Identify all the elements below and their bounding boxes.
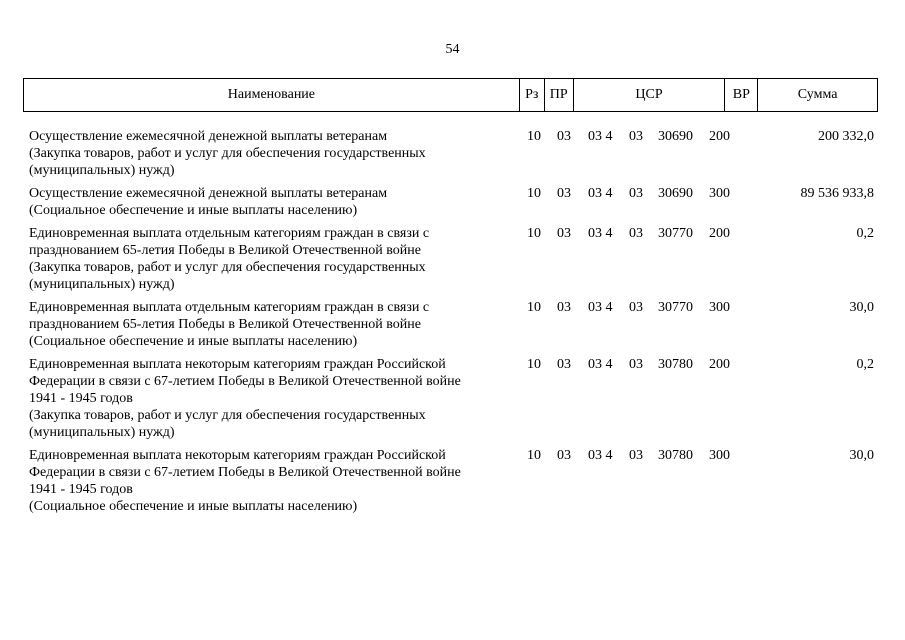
- row-pr: 03: [557, 448, 571, 463]
- row-vr: 200: [709, 129, 730, 144]
- table-row: [23, 185, 878, 219]
- row-vr: 300: [709, 186, 730, 201]
- row-rz: 10: [527, 448, 541, 463]
- header-csr: ЦСР: [574, 79, 726, 111]
- row-vr: 200: [709, 226, 730, 241]
- row-csr-program: 03 4: [588, 357, 613, 372]
- table-row: [23, 299, 878, 350]
- header-vr: ВР: [725, 79, 758, 111]
- row-name: Осуществление ежемесячной денежной выплаты ветеранам (Закупка товаров, работ и услуг для обеспечения государственных (муниципальных) нужд): [29, 129, 426, 178]
- row-csr-program: 03 4: [588, 226, 613, 241]
- header-pr: ПР: [545, 79, 574, 111]
- row-sum: 200 332,0: [818, 129, 874, 144]
- row-pr: 03: [557, 186, 571, 201]
- row-vr: 300: [709, 448, 730, 463]
- row-csr-program: 03 4: [588, 448, 613, 463]
- row-sum: 89 536 933,8: [800, 186, 874, 201]
- row-name: Единовременная выплата отдельным категориям граждан в связи с празднованием 65-летия Победы в Великой Отечественной войне (Закупка товаров, работ и услуг для обеспечения государственных (муниципальных) нужд): [29, 226, 430, 292]
- row-name: Осуществление ежемесячной денежной выплаты ветеранам (Социальное обеспечение и иные выплаты населению): [29, 186, 388, 218]
- row-csr-subprogram: 03: [629, 226, 643, 241]
- page-number: 54: [445, 42, 460, 57]
- row-sum: 30,0: [849, 448, 874, 463]
- row-name: Единовременная выплата некоторым категориям граждан Российской Федерации в связи с 67-летием Победы в Великой Отечественной войне 1941 - 1945 годов (Социальное обеспечение и иные выплаты населению): [29, 448, 461, 514]
- row-csr-program: 03 4: [588, 129, 613, 144]
- row-csr-code: 30690: [658, 129, 693, 144]
- row-csr-code: 30780: [658, 448, 693, 463]
- row-rz: 10: [527, 300, 541, 315]
- row-sum: 30,0: [849, 300, 874, 315]
- row-vr: 200: [709, 357, 730, 372]
- row-csr-program: 03 4: [588, 300, 613, 315]
- header-sum: Сумма: [797, 87, 838, 102]
- row-csr-subprogram: 03: [629, 357, 643, 372]
- row-vr: 300: [709, 300, 730, 315]
- header-rz: Рз: [520, 79, 545, 111]
- row-csr-code: 30770: [658, 226, 693, 241]
- header-name: Наименование: [24, 79, 520, 111]
- table-header: [23, 78, 878, 112]
- row-name: Единовременная выплата некоторым категориям граждан Российской Федерации в связи с 67-летием Победы в Великой Отечественной войне 1941 - 1945 годов (Закупка товаров, работ и услуг для обеспечения государственных (муниципальных) нужд): [29, 357, 461, 440]
- row-csr-subprogram: 03: [629, 300, 643, 315]
- table-row: [23, 356, 878, 441]
- row-name: Единовременная выплата отдельным категориям граждан в связи с празднованием 65-летия Победы в Великой Отечественной войне (Социальное обеспечение и иные выплаты населению): [29, 300, 430, 349]
- table-row: [23, 447, 878, 515]
- row-pr: 03: [557, 226, 571, 241]
- row-sum: 0,2: [856, 226, 874, 241]
- row-csr-subprogram: 03: [629, 186, 643, 201]
- row-csr-subprogram: 03: [629, 129, 643, 144]
- row-csr-program: 03 4: [588, 186, 613, 201]
- row-rz: 10: [527, 226, 541, 241]
- row-pr: 03: [557, 357, 571, 372]
- row-pr: 03: [557, 129, 571, 144]
- row-pr: 03: [557, 300, 571, 315]
- row-rz: 10: [527, 186, 541, 201]
- row-sum: 0,2: [856, 357, 874, 372]
- table-row: [23, 128, 878, 179]
- row-csr-code: 30690: [658, 186, 693, 201]
- row-csr-code: 30770: [658, 300, 693, 315]
- row-rz: 10: [527, 129, 541, 144]
- table-row: [23, 225, 878, 293]
- row-csr-code: 30780: [658, 357, 693, 372]
- table-body: [23, 128, 878, 521]
- row-csr-subprogram: 03: [629, 448, 643, 463]
- row-rz: 10: [527, 357, 541, 372]
